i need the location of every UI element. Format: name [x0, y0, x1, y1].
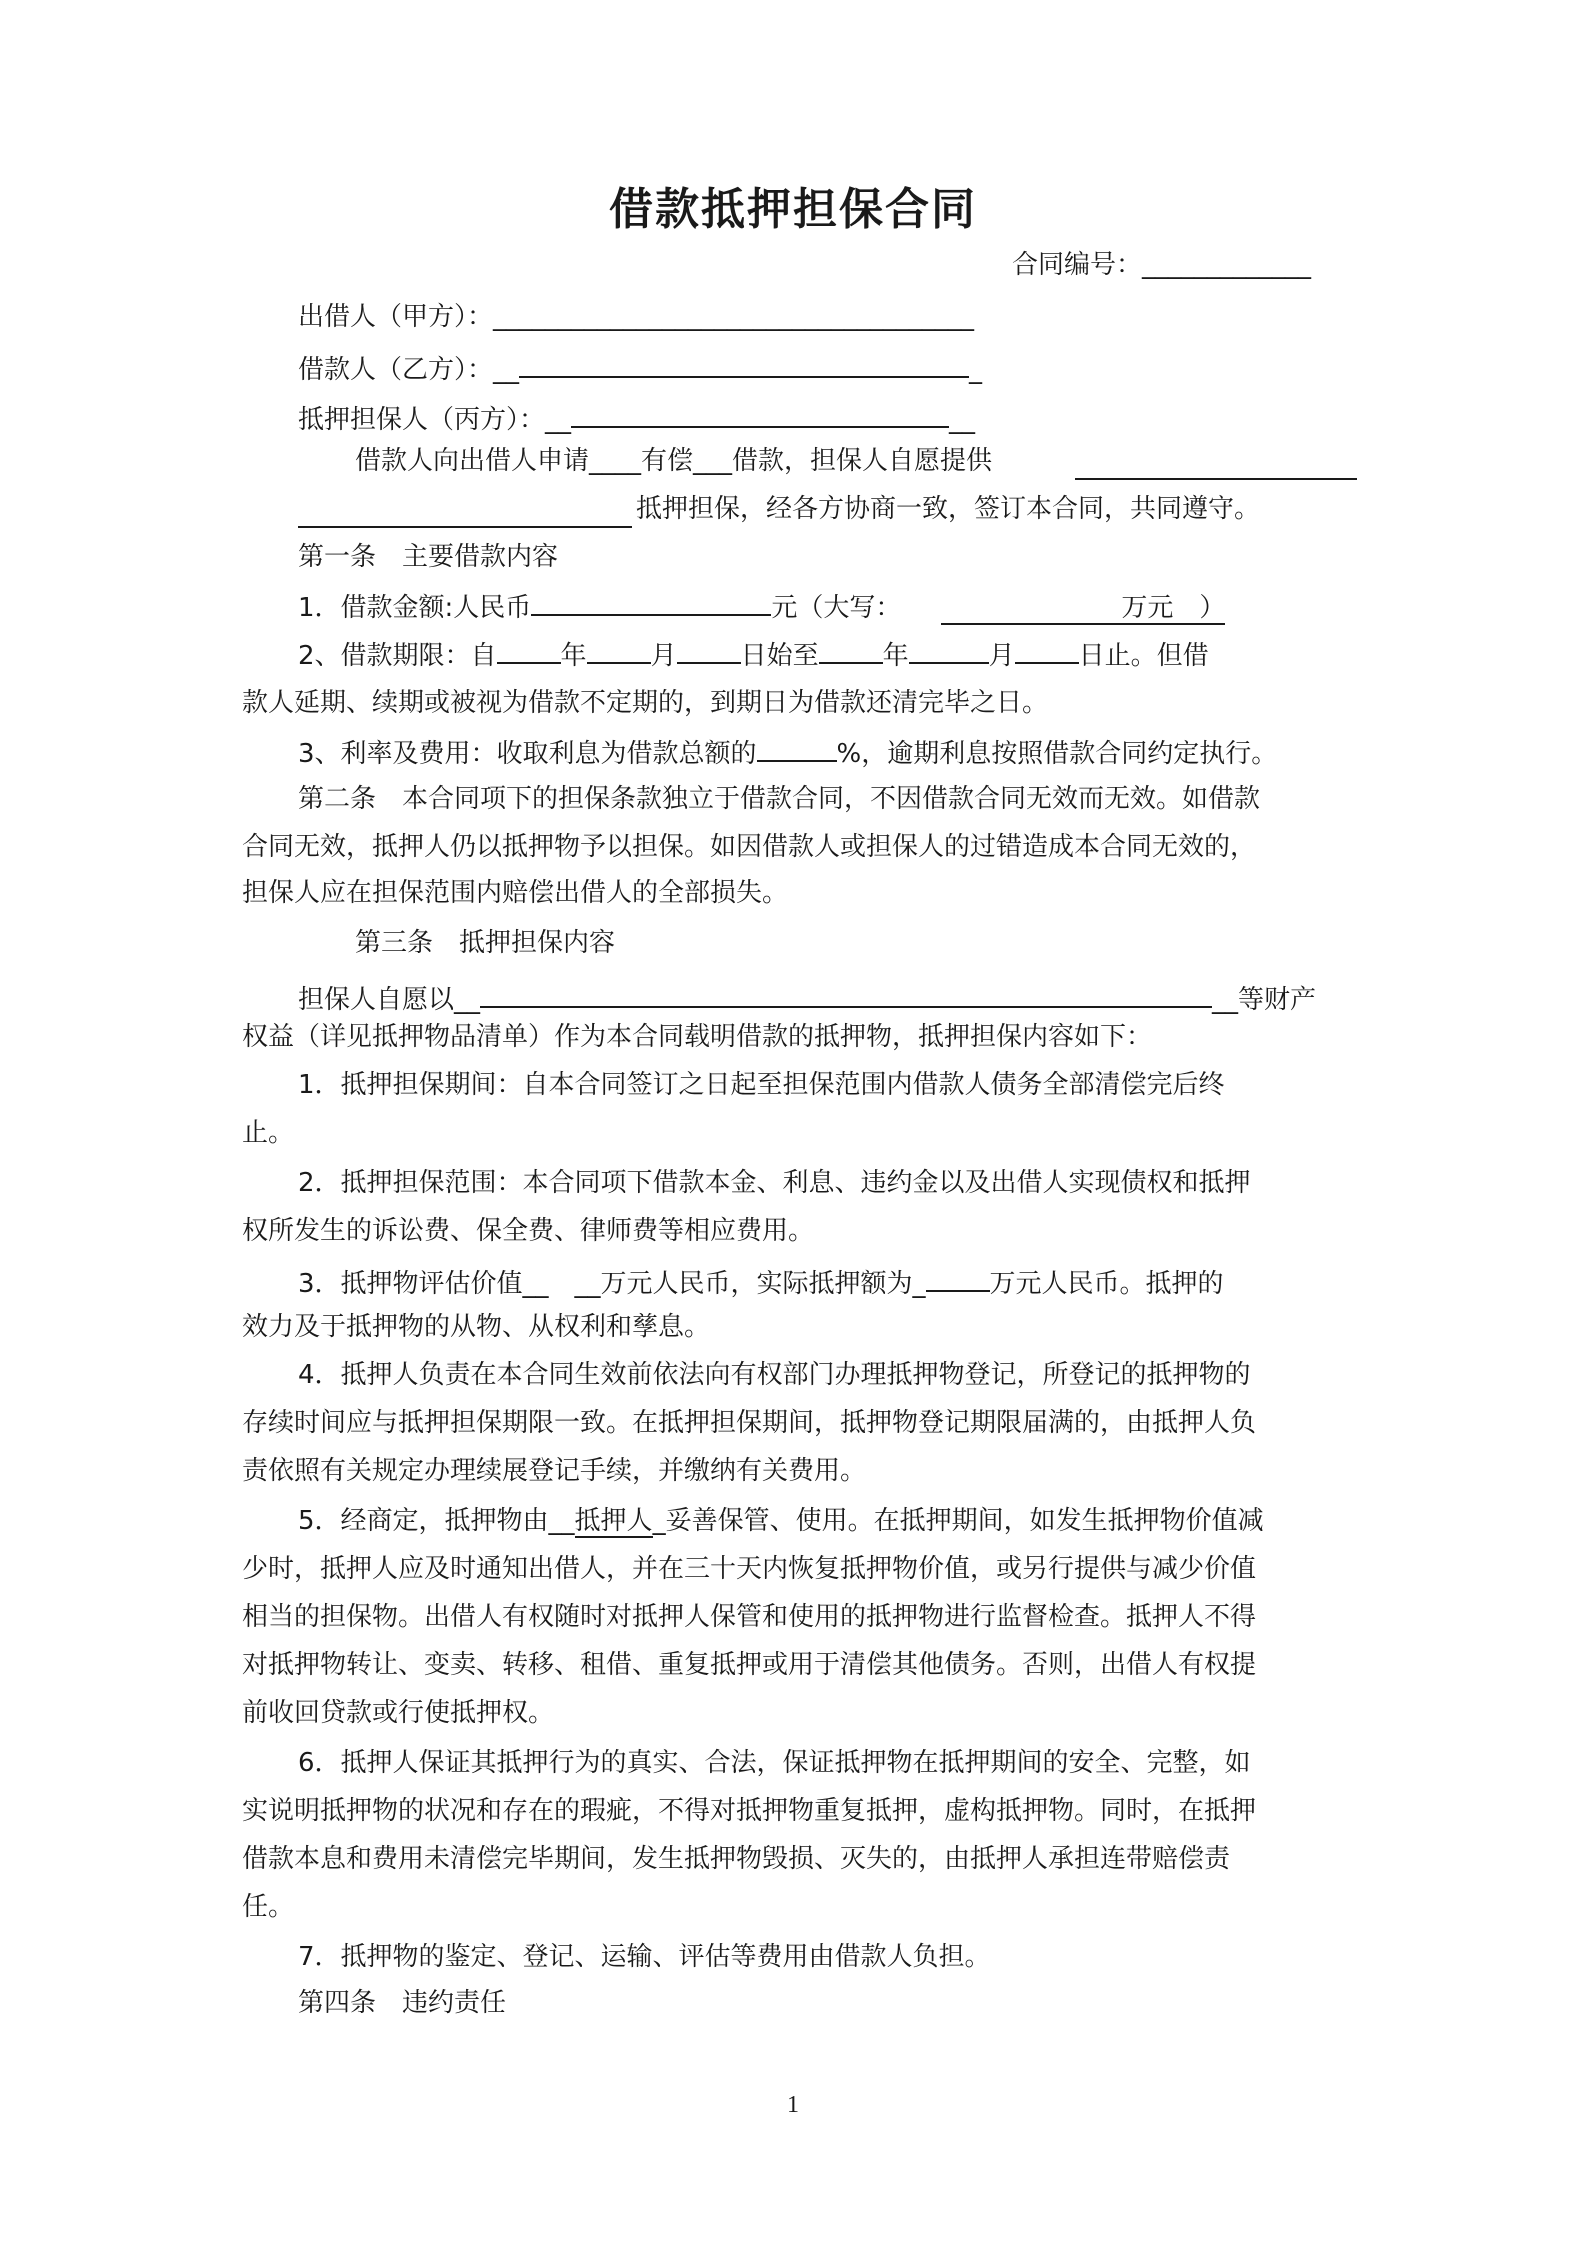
start-year-blank: [497, 636, 561, 664]
lender-line: [298, 300, 974, 334]
amount-uppercase-field: [941, 593, 1225, 625]
article-3-item-6-line-1: 6．抵押人保证其抵押行为的真实、合法，保证抵押物在抵押期间的安全、完整，如: [298, 1748, 1251, 1778]
article-3-item-4-line-2: 存续时间应与抵押担保期限一致。在抵押担保期间，抵押物登记期限届满的，由抵押人负: [242, 1408, 1257, 1438]
article-3-item-5-line-4: 对抵押物转让、变卖、转移、租借、重复抵押或用于清偿其他债务。否则，出借人有权提: [242, 1650, 1257, 1680]
mortgage-amount-blank: [926, 1264, 990, 1292]
article-3-item-1-line-1: 1．抵押担保期间：自本合同签订之日起至担保范围内借款人债务全部清偿完后终: [298, 1070, 1225, 1100]
interest-label: 3、利率及费用：收取利息为借款总额的: [298, 739, 757, 769]
custodian-field: 抵押人: [574, 1506, 653, 1536]
interest-rate-blank: [757, 734, 837, 762]
contract-number-blank: _____________: [1142, 250, 1312, 280]
article-2-line-2: 合同无效，抵押人仍以抵押物予以担保。如因借款人或担保人的过错造成本合同无效的，: [242, 832, 1257, 862]
start-day-label: 日始至: [740, 641, 819, 671]
end-month-blank: [909, 636, 989, 664]
article-1-item-2-line-2: 款人延期、续期或被视为借款不定期的，到期日为借款还清完毕之日。: [242, 688, 1049, 718]
article-3-item-6-line-3: 借款本息和费用未清偿完毕期间，发生抵押物毁损、灭失的，由抵押人承担连带赔偿责: [242, 1844, 1231, 1874]
article-3-item-3-line-1: [298, 1264, 1224, 1301]
intro-text-a: 借款人向出借人申请: [355, 446, 590, 476]
article-3-item-5-line-1: [298, 1504, 1264, 1538]
intro-loan-type: ____有偿___: [589, 446, 733, 476]
article-3-item-2-line-2: 权所发生的诉讼费、保全费、律师费等相应费用。: [242, 1216, 815, 1246]
article-3-item-3-line-2: 效力及于抵押物的从物、从权利和孳息。: [242, 1312, 711, 1342]
borrower-line: [298, 350, 982, 387]
article-3-item-1-line-2: 止。: [242, 1118, 295, 1148]
article-1-item-2: [298, 636, 1209, 673]
valuation-tail: 万元人民币。抵押的: [989, 1269, 1224, 1299]
guarantor-blank-tail: __: [949, 405, 976, 435]
amount-uppercase-label: 元（大写：: [771, 593, 902, 623]
end-year-label: 年: [882, 641, 909, 671]
article-3-intro-line-1: [298, 980, 1316, 1017]
article-4-title: 第四条 违约责任: [298, 1988, 507, 2018]
article-2-line-1: 第二条 本合同项下的担保条款独立于借款合同，不因借款合同无效而无效。如借款: [298, 784, 1261, 814]
guarantor-label: 抵押担保人（丙方）：: [298, 405, 546, 435]
page-number: 1: [787, 2092, 799, 2118]
article-3-item-6-line-4: 任。: [242, 1892, 295, 1922]
amount-unit: 万元 ）: [1121, 593, 1226, 623]
term-label: 2、借款期限：自: [298, 641, 497, 671]
article-3-item-5-line-2: 少时，抵押人应及时通知出借人，并在三十天内恢复抵押物价值，或另行提供与减少价值: [242, 1554, 1257, 1584]
article-3-title: 第三条 抵押担保内容: [355, 928, 616, 958]
valuation-text: 3．抵押物评估价值__ __万元人民币，实际抵押额为_: [298, 1269, 926, 1299]
collateral-underline: [480, 980, 1212, 1008]
guarantor-underline: [571, 400, 949, 428]
custody-text-c: _妥善保管、使用。在抵押期间，如发生抵押物价值减: [652, 1506, 1264, 1536]
borrower-label: 借款人（乙方）：: [298, 355, 494, 385]
article-3-item-4-line-1: 4．抵押人负责在本合同生效前依法向有权部门办理抵押物登记，所登记的抵押物的: [298, 1360, 1251, 1390]
end-day-label: 日止。但借: [1078, 641, 1209, 671]
article-1-item-3: [298, 734, 1277, 771]
borrower-blank-tail: _: [969, 355, 983, 385]
article-3-item-5-line-3: 相当的担保物。出借人有权随时对抵押人保管和使用的抵押物进行监督检查。抵押人不得: [242, 1602, 1257, 1632]
article-3-item-6-line-2: 实说明抵押物的状况和存在的瑕疵，不得对抵押物重复抵押，虚构抵押物。同时，在抵押: [242, 1796, 1257, 1826]
article-3-intro-line-2: 权益（详见抵押物品清单）作为本合同载明借款的抵押物，抵押担保内容如下：: [242, 1022, 1153, 1052]
lender-label: 出借人（甲方）：: [298, 302, 494, 332]
start-month-label: 月: [650, 641, 677, 671]
article-1-item-1: [298, 588, 1225, 625]
intro-underline-1: [1075, 452, 1357, 480]
end-day-blank: [1015, 636, 1079, 664]
intro-line-1: [355, 444, 992, 478]
contract-number-label: 合同编号：: [1012, 250, 1143, 280]
end-month-label: 月: [988, 641, 1015, 671]
amount-label: 1．借款金额:人民币: [298, 593, 532, 623]
custody-text-a: 5．经商定，抵押物由__: [298, 1506, 575, 1536]
article-1-title: 第一条 主要借款内容: [298, 542, 559, 572]
collateral-tail: __等财产: [1212, 985, 1317, 1015]
intro-line-2: 抵押担保，经各方协商一致，签订本合同，共同遵守。: [636, 494, 1261, 524]
start-year-label: 年: [560, 641, 587, 671]
article-3-item-5-line-5: 前收回贷款或行使抵押权。: [242, 1698, 555, 1728]
end-year-blank: [819, 636, 883, 664]
amount-underline: [531, 588, 771, 616]
interest-tail: %，逾期利息按照借款合同约定执行。: [836, 739, 1278, 769]
intro-underline-2: [298, 500, 632, 528]
article-3-item-4-line-3: 责依照有关规定办理续展登记手续，并缴纳有关费用。: [242, 1456, 867, 1486]
borrower-blank: __: [493, 355, 520, 385]
start-month-blank: [587, 636, 651, 664]
collateral-label: 担保人自愿以__: [298, 985, 481, 1015]
lender-blank: _____________________________________: [493, 302, 975, 332]
borrower-underline: [519, 350, 969, 378]
article-3-item-2-line-1: 2．抵押担保范围：本合同项下借款本金、利息、违约金以及出借人实现债权和抵押: [298, 1168, 1251, 1198]
contract-number-line: [1012, 248, 1311, 282]
intro-text-c: 借款，担保人自愿提供: [732, 446, 993, 476]
start-day-blank: [677, 636, 741, 664]
guarantor-blank: __: [545, 405, 572, 435]
guarantor-line: [298, 400, 975, 437]
article-2-line-3: 担保人应在担保范围内赔偿出借人的全部损失。: [242, 878, 789, 908]
document-title: 借款抵押担保合同: [609, 184, 977, 235]
article-3-item-7: 7．抵押物的鉴定、登记、运输、评估等费用由借款人负担。: [298, 1942, 991, 1972]
